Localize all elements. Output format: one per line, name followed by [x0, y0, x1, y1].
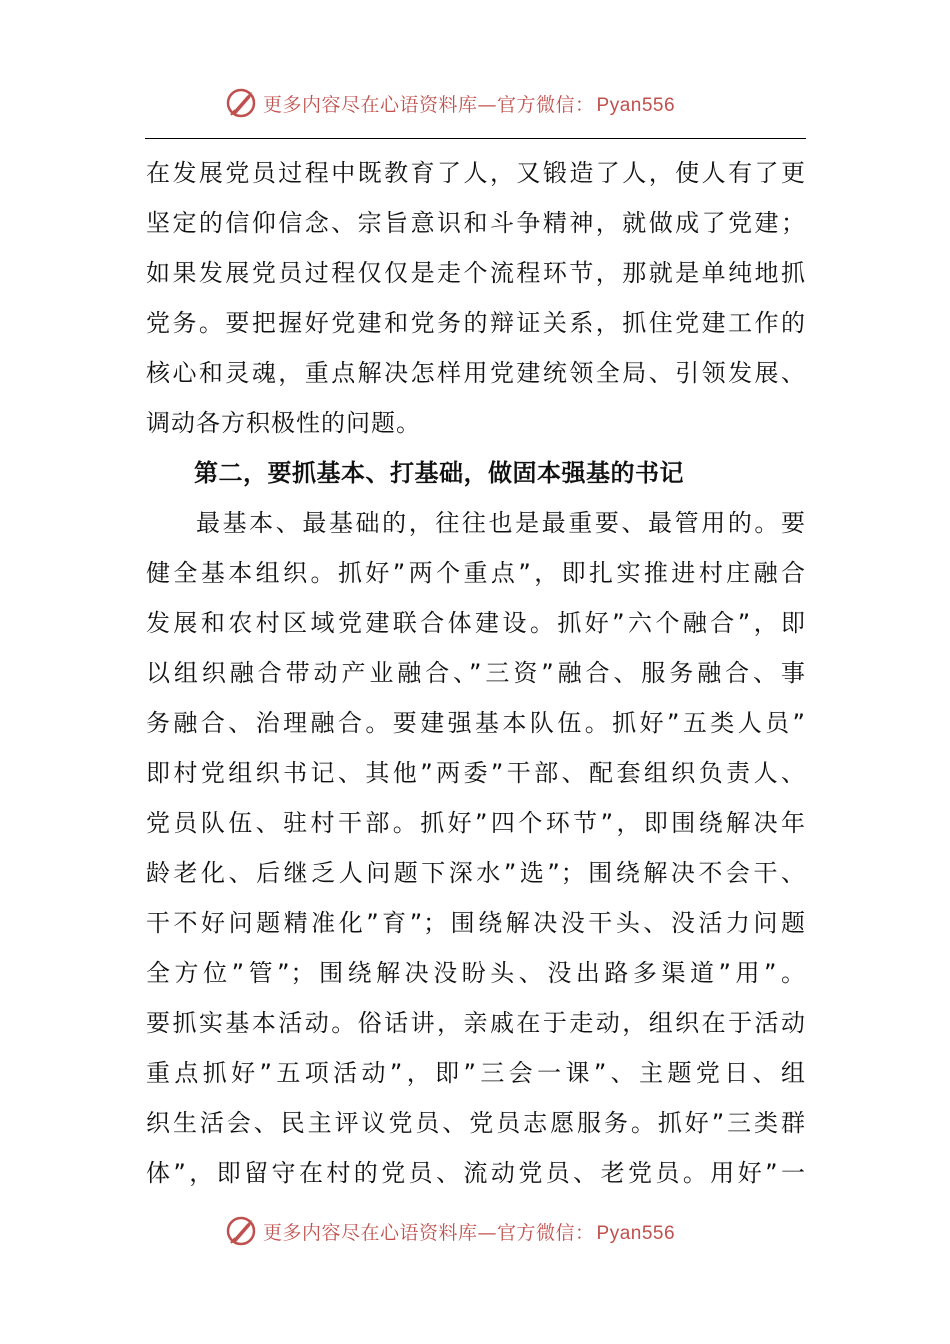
text-line: 以组织融合带动产业融合、”三资”融合、服务融合、事 [146, 659, 806, 687]
header-wechat-id: Pyan556 [596, 94, 676, 116]
pen-nib-logo-icon [225, 1214, 259, 1248]
text-line: 党员队伍、驻村干部。抓好”四个环节”，即围绕解决年 [146, 809, 806, 837]
text-line: 即村党组织书记、其他”两委”干部、配套组织负责人、 [146, 759, 806, 787]
text-line: 核心和灵魂，重点解决怎样用党建统领全局、引领发展、 [146, 359, 806, 387]
section-heading: 第二，要抓基本、打基础，做固本强基的书记 [194, 459, 684, 487]
text-line: 党务。要把握好党建和党务的辩证关系，抓住党建工作的 [146, 309, 806, 337]
text-line: 调动各方积极性的问题。 [146, 409, 421, 437]
text-line: 健全基本组织。抓好”两个重点”，即扎实推进村庄融合 [146, 559, 806, 587]
pen-nib-logo-icon [225, 86, 259, 120]
header-rule [145, 138, 806, 139]
header-banner [225, 86, 675, 120]
header-banner-text: 更多内容尽在心语资料库—官方微信： [263, 93, 595, 116]
footer-banner [225, 1214, 675, 1248]
text-line: 全方位”管”；围绕解决没盼头、没出路多渠道”用”。 [146, 959, 806, 987]
text-line: 要抓实基本活动。俗话讲，亲戚在于走动，组织在于活动 [146, 1009, 806, 1037]
body-text [146, 148, 806, 1198]
text-line: 重点抓好”五项活动”，即”三会一课”、主题党日、组 [146, 1059, 806, 1087]
text-line: 在发展党员过程中既教育了人，又锻造了人，使人有了更 [146, 159, 806, 187]
text-line: 干不好问题精准化”育”；围绕解决没干头、没活力问题 [146, 909, 806, 937]
text-line: 体”，即留守在村的党员、流动党员、老党员。用好”一 [146, 1159, 806, 1187]
footer-banner-text: 更多内容尽在心语资料库—官方微信： [263, 1221, 595, 1244]
text-line: 如果发展党员过程仅仅是走个流程环节，那就是单纯地抓 [146, 259, 806, 287]
text-line: 务融合、治理融合。要建强基本队伍。抓好”五类人员” [146, 709, 806, 737]
text-line: 坚定的信仰信念、宗旨意识和斗争精神，就做成了党建； [146, 209, 806, 237]
text-line: 最基本、最基础的，往往也是最重要、最管用的。要 [196, 509, 806, 537]
footer-wechat-id: Pyan556 [596, 1222, 676, 1244]
text-line: 龄老化、后继乏人问题下深水”选”；围绕解决不会干、 [146, 859, 806, 887]
text-line: 发展和农村区域党建联合体建设。抓好”六个融合”，即 [146, 609, 806, 637]
text-line: 织生活会、民主评议党员、党员志愿服务。抓好”三类群 [146, 1109, 806, 1137]
